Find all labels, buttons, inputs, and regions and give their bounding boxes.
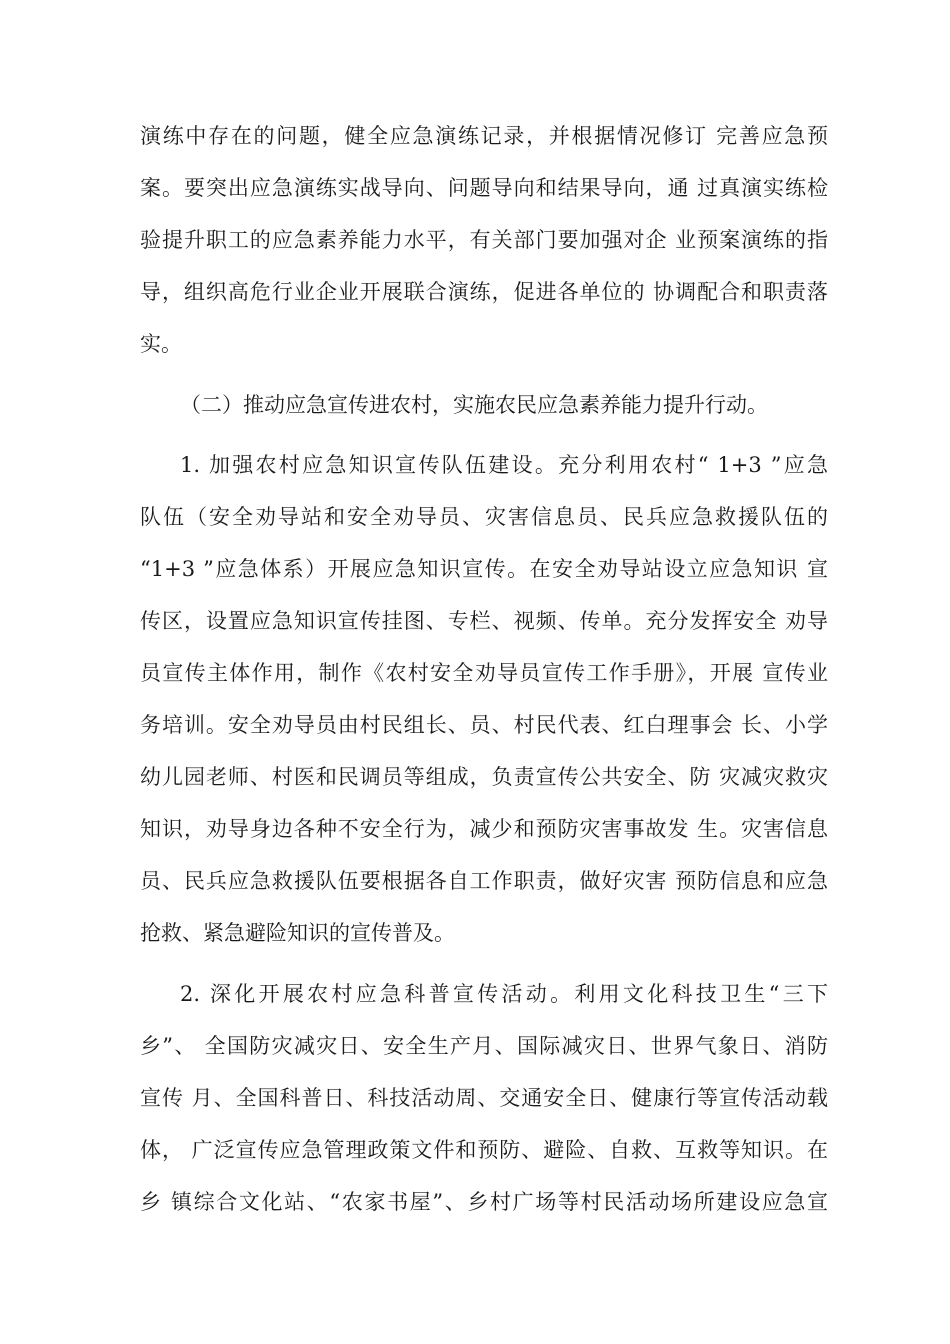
text-line-5: 实。	[140, 332, 182, 356]
text-line-20: 体， 广泛宣传应急管理政策文件和预防、避险、自救、互救等知识。在	[140, 1138, 828, 1162]
text-line-2: 案。要突出应急演练实战导向、问题导向和结果导向，通 过真演实练检	[140, 176, 828, 200]
section-heading: （二）推动应急宣传进农村，实施农民应急素养能力提升行动。	[180, 393, 768, 417]
text-line-13: 幼儿园老师、村医和民调员等组成，负责宣传公共安全、防 灾减灾救灾	[140, 765, 828, 789]
text-line-12: 务培训。安全劝导员由村民组长、员、村民代表、红白理事会 长、小学	[140, 713, 828, 737]
text-line-9: “1+3 ”应急体系）开展应急知识宣传。在安全劝导站设立应急知识 宣	[140, 557, 828, 581]
text-line-14: 知识，劝导身边各种不安全行为，减少和预防灾害事故发 生。灾害信息	[140, 817, 828, 841]
text-line-1: 演练中存在的问题，健全应急演练记录，并根据情况修订 完善应急预	[140, 124, 828, 148]
text-line-18: 乡”、 全国防灾减灾日、安全生产月、国际减灾日、世界气象日、消防	[140, 1034, 828, 1058]
text-line-8: 队伍（安全劝导站和安全劝导员、灾害信息员、民兵应急救援队伍的	[140, 505, 828, 529]
text-line-11: 员宣传主体作用，制作《农村安全劝导员宣传工作手册》，开展 宣传业	[140, 661, 828, 685]
text-line-17: 2. 深化开展农村应急科普宣传活动。利用文化科技卫生“三下	[180, 982, 828, 1006]
text-line-7: 1. 加强农村应急知识宣传队伍建设。充分利用农村“ 1+3 ”应急	[180, 453, 828, 477]
text-line-19: 宣传 月、全国科普日、科技活动周、交通安全日、健康行等宣传活动载	[140, 1086, 828, 1110]
text-line-21: 乡 镇综合文化站、“农家书屋”、乡村广场等村民活动场所建设应急宣	[140, 1190, 828, 1214]
text-line-3: 验提升职工的应急素养能力水平，有关部门要加强对企 业预案演练的指	[140, 228, 828, 252]
text-line-4: 导，组织高危行业企业开展联合演练，促进各单位的 协调配合和职责落	[140, 280, 828, 304]
text-line-15: 员、民兵应急救援队伍要根据各自工作职责，做好灾害 预防信息和应急	[140, 869, 828, 893]
text-line-10: 传区，设置应急知识宣传挂图、专栏、视频、传单。充分发挥安全 劝导	[140, 609, 828, 633]
text-line-16: 抢救、紧急避险知识的宣传普及。	[140, 921, 455, 945]
